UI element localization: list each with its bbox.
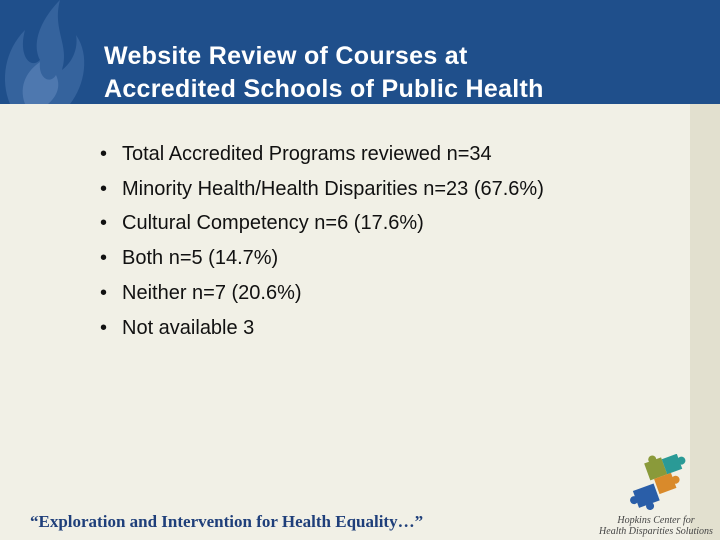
bullet-item <box>100 276 544 311</box>
footer-tagline: “Exploration and Intervention for Health Equality…” <box>30 512 424 531</box>
bullet-dot-icon: • <box>100 212 108 235</box>
bullet-list <box>100 137 544 345</box>
bullet-text: Minority Health/Health Disparities n=23 (67.6%) <box>122 177 544 200</box>
puzzle-logo-icon <box>622 454 694 514</box>
bullet-text: Total Accredited Programs reviewed n=34 <box>122 143 492 165</box>
flame-icon <box>0 0 100 104</box>
title-line-2: Accredited Schools of Public Health <box>104 75 544 103</box>
bullet-dot-icon: • <box>100 177 108 200</box>
bullet-dot-icon: • <box>100 247 108 270</box>
bullet-item <box>100 172 544 207</box>
right-side-strip <box>690 104 720 540</box>
bullet-item <box>100 137 544 172</box>
bullet-text: Not available 3 <box>122 316 255 339</box>
title-banner <box>0 0 720 104</box>
bullet-dot-icon: • <box>100 281 108 304</box>
logo-line-1: Hopkins Center for <box>617 515 695 526</box>
bullet-text: Both n=5 (14.7%) <box>122 247 279 270</box>
logo-caption <box>598 515 714 537</box>
bullet-item <box>100 206 544 241</box>
page-title <box>104 40 544 104</box>
bullet-dot-icon: • <box>100 143 108 165</box>
bullet-text: Neither n=7 (20.6%) <box>122 281 302 304</box>
bullet-item <box>100 241 544 276</box>
title-line-1: Website Review of Courses at <box>104 42 468 70</box>
logo-line-2: Health Disparities Solutions <box>599 526 713 537</box>
bullet-dot-icon: • <box>100 316 108 339</box>
bullet-text: Cultural Competency n=6 (17.6%) <box>122 212 424 235</box>
bullet-item <box>100 311 544 346</box>
